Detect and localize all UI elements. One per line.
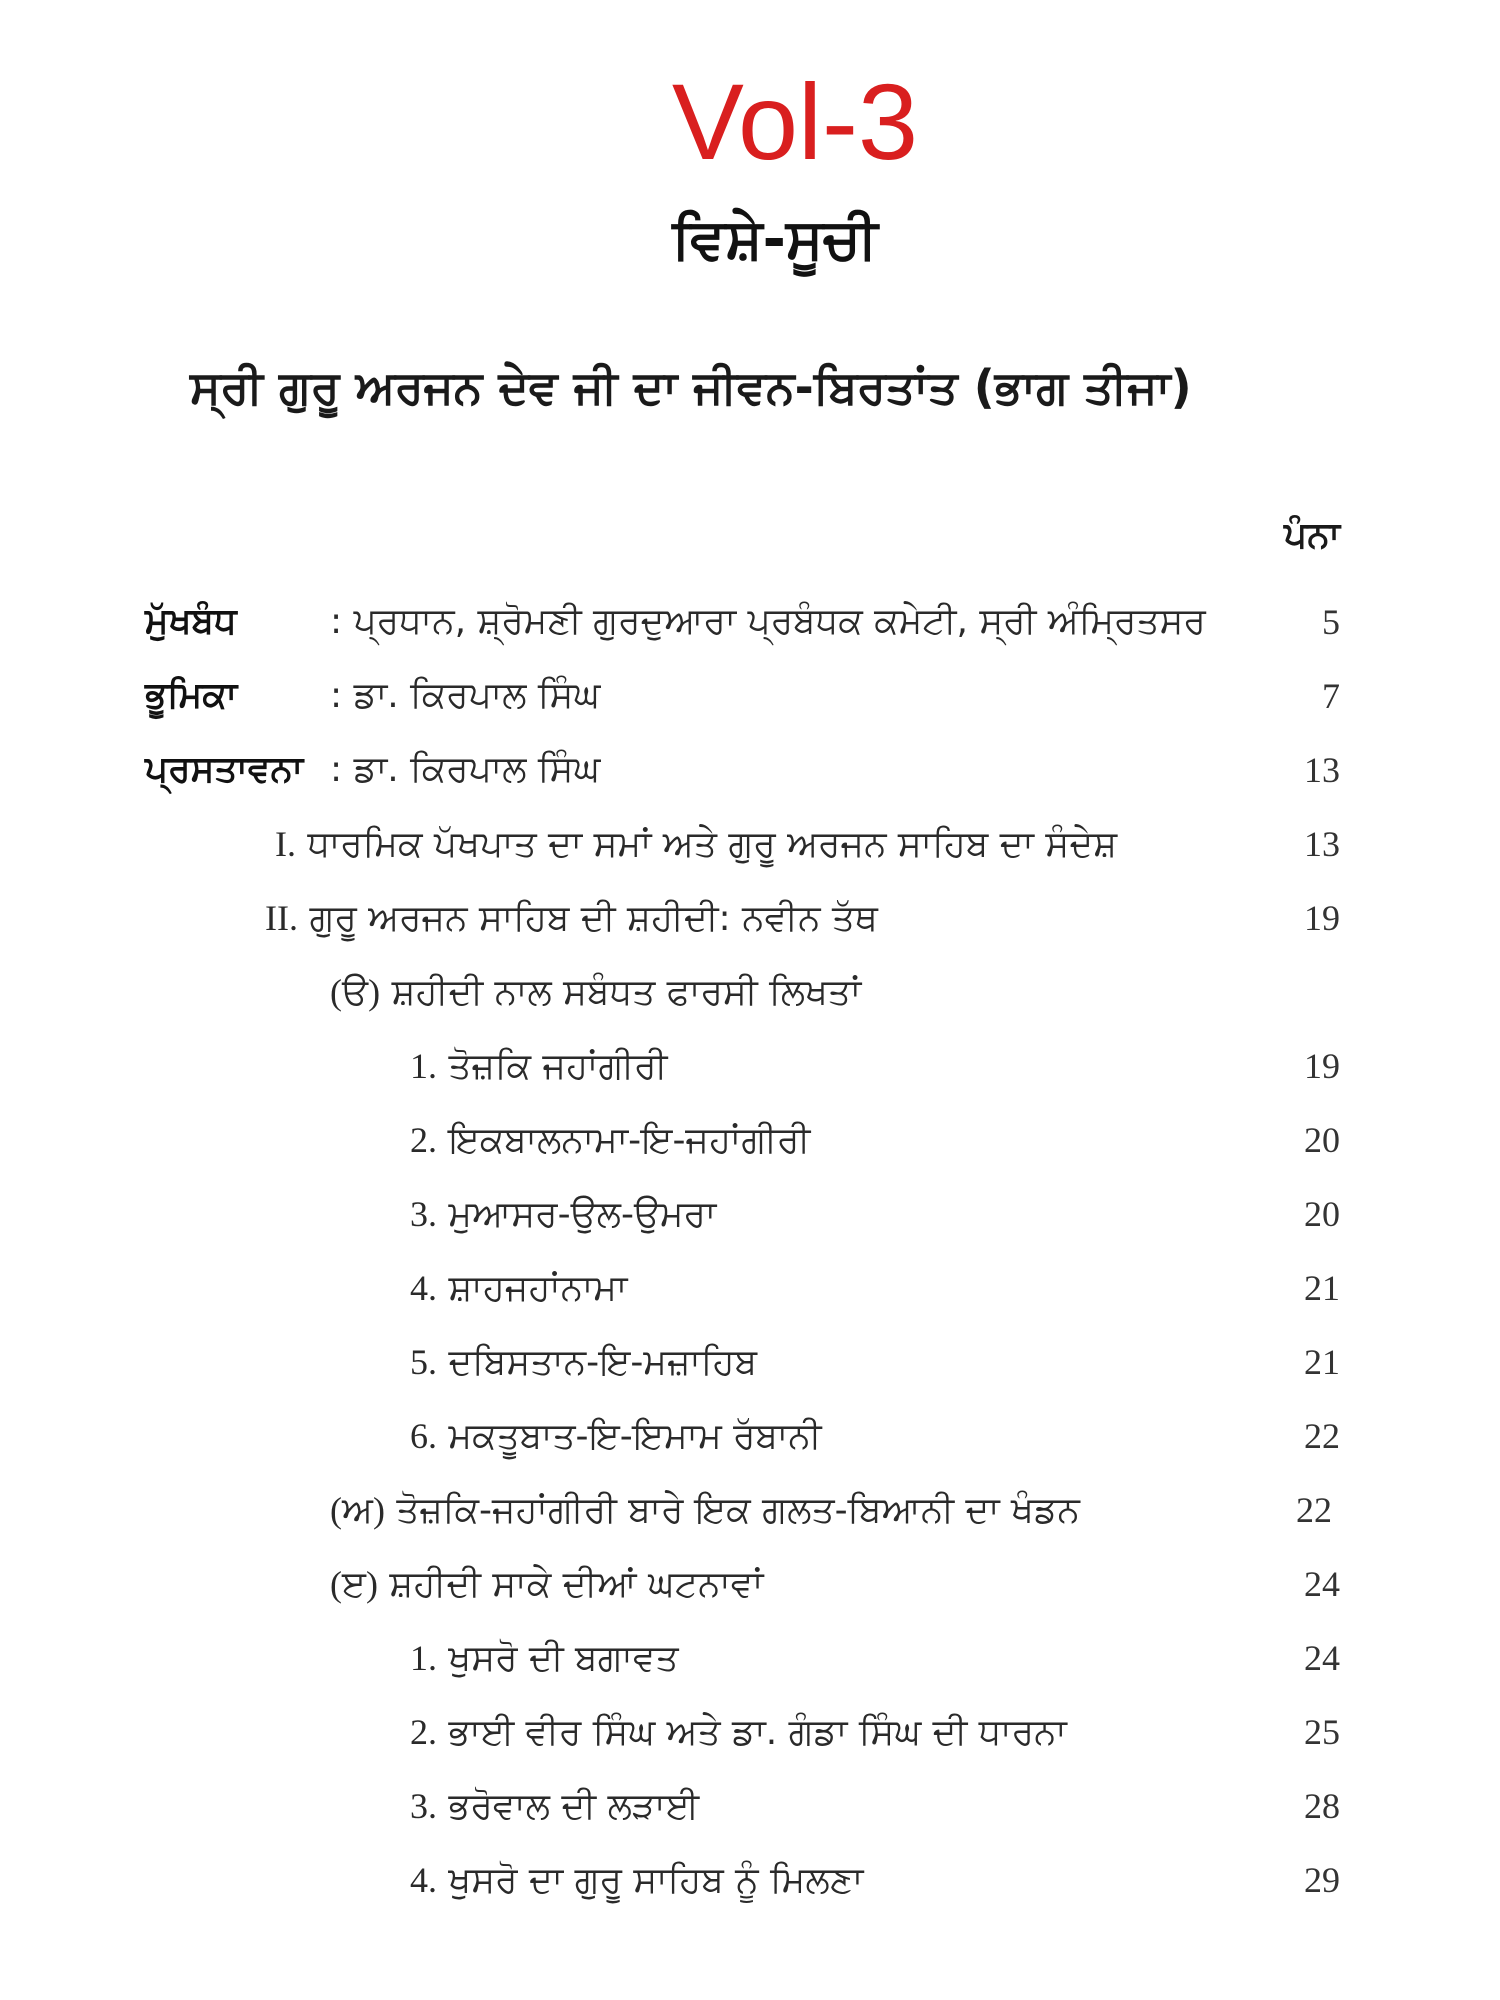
toc-row-preface xyxy=(0,733,1500,807)
toc-page-number: 25 xyxy=(1304,1712,1340,1752)
toc-page-number: 24 xyxy=(1304,1564,1340,1604)
toc-entry xyxy=(265,881,878,956)
toc-page-number: 20 xyxy=(1304,1194,1340,1234)
toc-entry xyxy=(330,1473,1080,1548)
toc-row-item xyxy=(0,1399,1500,1473)
section-marker: (ੳ) xyxy=(330,972,381,1012)
toc-page-number: 28 xyxy=(1304,1786,1340,1826)
item-number: 2. xyxy=(410,1712,437,1752)
page-column-header: ਪੰਨਾ xyxy=(1283,515,1340,556)
toc-page-number: 13 xyxy=(1304,824,1340,864)
toc-page-number: 5 xyxy=(1322,602,1340,642)
chapter-number: II. xyxy=(265,898,298,938)
toc-row-section xyxy=(0,1547,1500,1621)
toc-entry-text: ਸ਼ਾਹਜਹਾਂਨਾਮਾ xyxy=(448,1268,628,1309)
toc-entry-text: ਮੁਆਸਰ-ਉਲ-ਉਮਰਾ xyxy=(448,1194,717,1235)
toc-page-number: 22 xyxy=(1296,1490,1332,1530)
toc-row-item xyxy=(0,1029,1500,1103)
toc-entry xyxy=(410,1029,667,1104)
toc-entry xyxy=(410,1769,699,1844)
toc-entry xyxy=(410,1695,1067,1770)
toc-row-chapter xyxy=(0,881,1500,955)
toc-entry xyxy=(330,955,861,1030)
toc-row-item xyxy=(0,1769,1500,1843)
toc-page-number: 7 xyxy=(1322,676,1340,716)
toc-row-item xyxy=(0,1325,1500,1399)
toc-row-item xyxy=(0,1695,1500,1769)
toc-label: ਪ੍ਰਸਤਾਵਨਾ xyxy=(145,749,304,790)
toc-entry-text: ਧਾਰਮਿਕ ਪੱਖਪਾਤ ਦਾ ਸਮਾਂ ਅਤੇ ਗੁਰੂ ਅਰਜਨ ਸਾਹਿਬ ਦਾ ਸੰਦੇਸ਼ xyxy=(307,824,1118,865)
toc-row-item xyxy=(0,1621,1500,1695)
toc-row-section xyxy=(0,955,1500,1029)
page-title: ਵਿਸ਼ੇ-ਸੂਚੀ xyxy=(672,207,878,272)
toc-entry xyxy=(410,1177,716,1252)
toc-page-number: 19 xyxy=(1304,1046,1340,1086)
toc-entry xyxy=(410,1843,863,1918)
toc-page-number: 20 xyxy=(1304,1120,1340,1160)
toc-page-number: 19 xyxy=(1304,898,1340,938)
toc-entry xyxy=(410,1251,627,1326)
toc-row-introduction xyxy=(0,659,1500,733)
toc-entry-text: ਖੁਸਰੋ ਦਾ ਗੁਰੂ ਸਾਹਿਬ ਨੂੰ ਮਿਲਣਾ xyxy=(448,1860,864,1901)
toc-row-item xyxy=(0,1843,1500,1917)
toc-entry xyxy=(410,1103,810,1178)
toc-entry xyxy=(410,1325,757,1400)
item-number: 5. xyxy=(410,1342,437,1382)
toc-entry-text: : ਡਾ. ਕਿਰਪਾਲ ਸਿੰਘ xyxy=(330,675,601,716)
toc-entry-text: ਭਾਈ ਵੀਰ ਸਿੰਘ ਅਤੇ ਡਾ. ਗੰਡਾ ਸਿੰਘ ਦੀ ਧਾਰਨਾ xyxy=(448,1712,1067,1753)
toc-entry-text: ਗੁਰੂ ਅਰਜਨ ਸਾਹਿਬ ਦੀ ਸ਼ਹੀਦੀ: ਨਵੀਨ ਤੱਥ xyxy=(309,898,878,939)
toc-entry-text: : ਪ੍ਰਧਾਨ, ਸ਼੍ਰੋਮਣੀ ਗੁਰਦੁਆਰਾ ਪ੍ਰਬੰਧਕ ਕਮੇਟੀ, ਸ੍ਰੀ ਅੰਮ੍ਰਿਤਸਰ xyxy=(330,601,1206,642)
volume-label: Vol-3 xyxy=(671,61,919,182)
toc-row-section xyxy=(0,1473,1500,1547)
toc-entry-text: ਇਕਬਾਲਨਾਮਾ-ਇ-ਜਹਾਂਗੀਰੀ xyxy=(448,1120,811,1161)
toc-row-foreword xyxy=(0,585,1500,659)
table-of-contents xyxy=(0,585,1500,1917)
toc-page-number: 21 xyxy=(1304,1268,1340,1308)
toc-entry-text: : ਡਾ. ਕਿਰਪਾਲ ਸਿੰਘ xyxy=(330,749,601,790)
toc-label: ਮੁੱਖਬੰਧ xyxy=(145,601,237,642)
section-marker: (ੲ) xyxy=(330,1564,378,1604)
toc-entry-text: ਖੁਸਰੋ ਦੀ ਬਗਾਵਤ xyxy=(448,1638,679,1679)
item-number: 1. xyxy=(410,1638,437,1678)
item-number: 6. xyxy=(410,1416,437,1456)
chapter-number: I. xyxy=(275,824,296,864)
toc-page-number: 21 xyxy=(1304,1342,1340,1382)
toc-entry xyxy=(330,1547,763,1622)
item-number: 3. xyxy=(410,1194,437,1234)
toc-row-chapter xyxy=(0,807,1500,881)
toc-page-number: 22 xyxy=(1304,1416,1340,1456)
toc-entry-text: ਤੋਜ਼ਕਿ ਜਹਾਂਗੀਰੀ xyxy=(448,1046,668,1087)
toc-entry xyxy=(275,807,1117,882)
toc-entry-text: ਸ਼ਹੀਦੀ ਨਾਲ ਸਬੰਧਤ ਫਾਰਸੀ ਲਿਖਤਾਂ xyxy=(391,972,862,1013)
item-number: 4. xyxy=(410,1860,437,1900)
toc-entry-text: ਸ਼ਹੀਦੀ ਸਾਕੇ ਦੀਆਂ ਘਟਨਾਵਾਂ xyxy=(389,1564,764,1605)
toc-entry-text: ਤੋਜ਼ਕਿ-ਜਹਾਂਗੀਰੀ ਬਾਰੇ ਇਕ ਗਲਤ-ਬਿਆਨੀ ਦਾ ਖੰਡਨ xyxy=(396,1490,1080,1531)
toc-row-item xyxy=(0,1177,1500,1251)
toc-row-item xyxy=(0,1103,1500,1177)
item-number: 1. xyxy=(410,1046,437,1086)
toc-row-item xyxy=(0,1251,1500,1325)
toc-label: ਭੂਮਿਕਾ xyxy=(145,675,238,716)
toc-entry-text: ਮਕਤੂਬਾਤ-ਇ-ਇਮਾਮ ਰੱਬਾਨੀ xyxy=(448,1416,822,1457)
item-number: 2. xyxy=(410,1120,437,1160)
section-marker: (ਅ) xyxy=(330,1490,385,1530)
toc-entry-text: ਦਬਿਸਤਾਨ-ਇ-ਮਜ਼ਾਹਿਬ xyxy=(448,1342,758,1383)
toc-entry xyxy=(410,1621,679,1696)
toc-page-number: 13 xyxy=(1304,750,1340,790)
toc-entry xyxy=(410,1399,822,1474)
toc-page-number: 29 xyxy=(1304,1860,1340,1900)
item-number: 4. xyxy=(410,1268,437,1308)
item-number: 3. xyxy=(410,1786,437,1826)
toc-entry-text: ਭਰੋਵਾਲ ਦੀ ਲੜਾਈ xyxy=(448,1786,700,1827)
toc-page-number: 24 xyxy=(1304,1638,1340,1678)
book-subtitle: ਸ੍ਰੀ ਗੁਰੂ ਅਰਜਨ ਦੇਵ ਜੀ ਦਾ ਜੀਵਨ-ਬਿਰਤਾਂਤ (ਭਾਗ ਤੀਜਾ) xyxy=(190,360,1192,414)
